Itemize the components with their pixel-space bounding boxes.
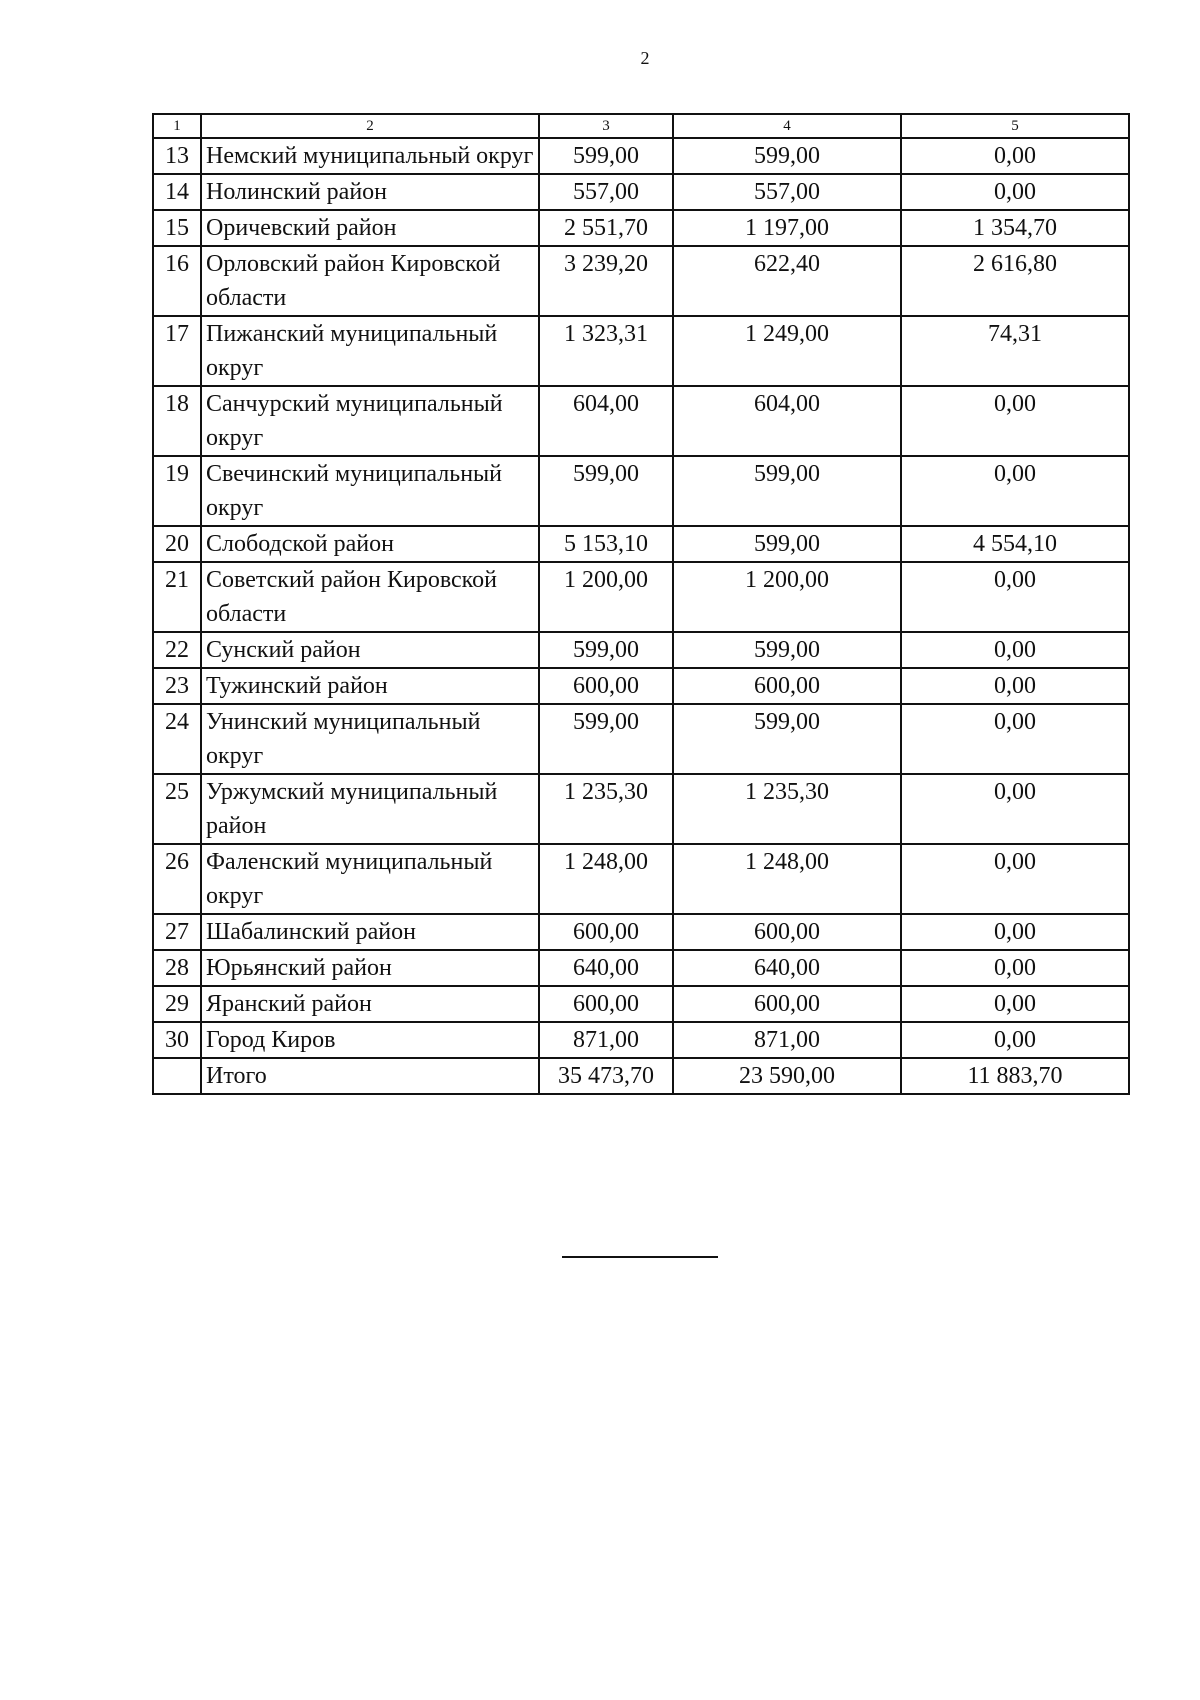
row-col-4: 871,00 — [673, 1022, 901, 1058]
row-col-3: 1 248,00 — [539, 844, 673, 914]
row-col-3: 5 153,10 — [539, 526, 673, 562]
row-name: Яранский район — [201, 986, 539, 1022]
row-number: 14 — [153, 174, 201, 210]
table-row — [153, 668, 1129, 704]
row-col-4: 599,00 — [673, 138, 901, 174]
row-number — [153, 1058, 201, 1094]
row-name: Юрьянский район — [201, 950, 539, 986]
table-row — [153, 386, 1129, 456]
table-row — [153, 526, 1129, 562]
row-col-5: 0,00 — [901, 632, 1129, 668]
row-col-5: 2 616,80 — [901, 246, 1129, 316]
header-col-4: 4 — [673, 114, 901, 138]
row-number: 13 — [153, 138, 201, 174]
row-col-4: 640,00 — [673, 950, 901, 986]
row-number: 16 — [153, 246, 201, 316]
row-name: Санчурский муниципальный округ — [201, 386, 539, 456]
row-col-4: 1 197,00 — [673, 210, 901, 246]
row-number: 24 — [153, 704, 201, 774]
table-row — [153, 950, 1129, 986]
row-col-4: 1 235,30 — [673, 774, 901, 844]
row-col-4: 599,00 — [673, 632, 901, 668]
table-row — [153, 174, 1129, 210]
row-col-3: 599,00 — [539, 632, 673, 668]
row-number: 17 — [153, 316, 201, 386]
row-col-4: 599,00 — [673, 704, 901, 774]
row-name: Свечинский муниципальный округ — [201, 456, 539, 526]
row-col-5: 0,00 — [901, 174, 1129, 210]
row-col-4: 23 590,00 — [673, 1058, 901, 1094]
row-number: 22 — [153, 632, 201, 668]
data-table — [152, 113, 1130, 1095]
row-name: Советский район Кировской области — [201, 562, 539, 632]
row-col-3: 871,00 — [539, 1022, 673, 1058]
row-col-5: 0,00 — [901, 844, 1129, 914]
row-name: Унинский муниципальный округ — [201, 704, 539, 774]
table-row — [153, 138, 1129, 174]
row-col-3: 600,00 — [539, 986, 673, 1022]
table-row — [153, 704, 1129, 774]
row-name: Нолинский район — [201, 174, 539, 210]
row-col-5: 74,31 — [901, 316, 1129, 386]
row-number: 23 — [153, 668, 201, 704]
table-row — [153, 986, 1129, 1022]
row-name: Пижанский муниципальный округ — [201, 316, 539, 386]
row-name: Итого — [201, 1058, 539, 1094]
row-number: 21 — [153, 562, 201, 632]
table-row — [153, 914, 1129, 950]
row-number: 20 — [153, 526, 201, 562]
row-col-3: 1 235,30 — [539, 774, 673, 844]
row-col-4: 600,00 — [673, 668, 901, 704]
row-col-3: 599,00 — [539, 704, 673, 774]
row-col-4: 1 249,00 — [673, 316, 901, 386]
row-col-5: 0,00 — [901, 774, 1129, 844]
row-col-5: 0,00 — [901, 562, 1129, 632]
header-col-5: 5 — [901, 114, 1129, 138]
table-body — [153, 138, 1129, 1094]
row-name: Уржумский муниципальный район — [201, 774, 539, 844]
row-number: 18 — [153, 386, 201, 456]
row-number: 26 — [153, 844, 201, 914]
row-col-3: 599,00 — [539, 456, 673, 526]
row-col-4: 604,00 — [673, 386, 901, 456]
table-row — [153, 1022, 1129, 1058]
table-row — [153, 774, 1129, 844]
row-col-3: 640,00 — [539, 950, 673, 986]
row-col-5: 0,00 — [901, 704, 1129, 774]
row-number: 29 — [153, 986, 201, 1022]
header-row — [153, 114, 1129, 138]
total-row — [153, 1058, 1129, 1094]
table-row — [153, 456, 1129, 526]
header-col-3: 3 — [539, 114, 673, 138]
row-col-4: 600,00 — [673, 986, 901, 1022]
row-col-4: 600,00 — [673, 914, 901, 950]
row-number: 25 — [153, 774, 201, 844]
row-col-4: 1 248,00 — [673, 844, 901, 914]
row-number: 30 — [153, 1022, 201, 1058]
row-col-3: 1 323,31 — [539, 316, 673, 386]
row-col-5: 11 883,70 — [901, 1058, 1129, 1094]
row-col-5: 1 354,70 — [901, 210, 1129, 246]
row-number: 27 — [153, 914, 201, 950]
row-col-3: 600,00 — [539, 914, 673, 950]
row-name: Город Киров — [201, 1022, 539, 1058]
row-name: Тужинский район — [201, 668, 539, 704]
row-name: Слободской район — [201, 526, 539, 562]
row-col-5: 0,00 — [901, 386, 1129, 456]
header-col-2: 2 — [201, 114, 539, 138]
row-col-5: 0,00 — [901, 986, 1129, 1022]
row-number: 28 — [153, 950, 201, 986]
row-col-4: 599,00 — [673, 456, 901, 526]
row-col-5: 0,00 — [901, 1022, 1129, 1058]
row-col-3: 599,00 — [539, 138, 673, 174]
table-row — [153, 210, 1129, 246]
row-col-3: 604,00 — [539, 386, 673, 456]
header-col-1: 1 — [153, 114, 201, 138]
table-row — [153, 562, 1129, 632]
row-name: Сунский район — [201, 632, 539, 668]
row-name: Немский муниципальный округ — [201, 138, 539, 174]
row-col-3: 3 239,20 — [539, 246, 673, 316]
table-row — [153, 246, 1129, 316]
row-col-3: 35 473,70 — [539, 1058, 673, 1094]
row-col-4: 1 200,00 — [673, 562, 901, 632]
separator-line — [562, 1256, 718, 1258]
row-number: 15 — [153, 210, 201, 246]
row-col-3: 2 551,70 — [539, 210, 673, 246]
row-col-5: 0,00 — [901, 950, 1129, 986]
row-col-5: 4 554,10 — [901, 526, 1129, 562]
table-row — [153, 844, 1129, 914]
row-col-3: 600,00 — [539, 668, 673, 704]
page-number: 2 — [640, 48, 650, 68]
row-name: Оричевский район — [201, 210, 539, 246]
row-name: Фаленский муниципальный округ — [201, 844, 539, 914]
row-name: Шабалинский район — [201, 914, 539, 950]
row-col-5: 0,00 — [901, 668, 1129, 704]
row-col-5: 0,00 — [901, 914, 1129, 950]
table-row — [153, 632, 1129, 668]
row-col-3: 557,00 — [539, 174, 673, 210]
row-col-5: 0,00 — [901, 456, 1129, 526]
table-row — [153, 316, 1129, 386]
row-name: Орловский район Кировской области — [201, 246, 539, 316]
row-number: 19 — [153, 456, 201, 526]
row-col-4: 557,00 — [673, 174, 901, 210]
row-col-5: 0,00 — [901, 138, 1129, 174]
row-col-4: 622,40 — [673, 246, 901, 316]
row-col-4: 599,00 — [673, 526, 901, 562]
row-col-3: 1 200,00 — [539, 562, 673, 632]
